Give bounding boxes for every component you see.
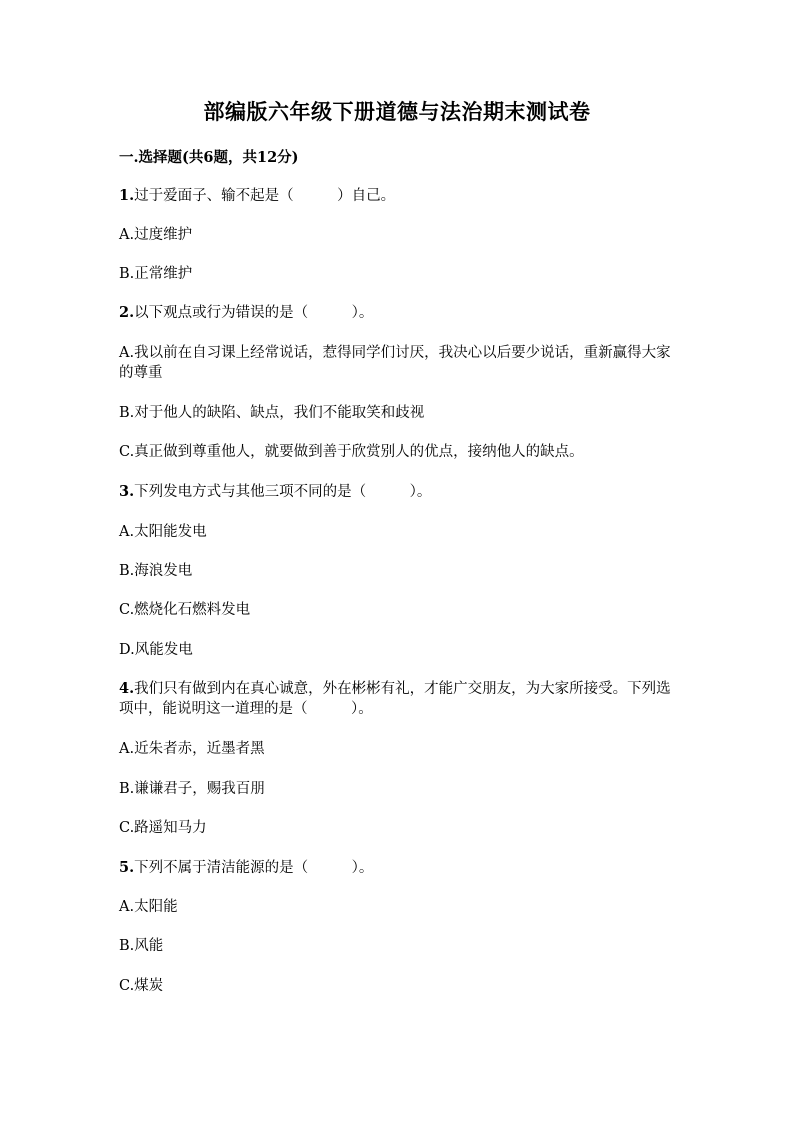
question-3 bbox=[119, 482, 675, 502]
question-2 bbox=[119, 303, 675, 323]
question-stem: 以下观点或行为错误的是（ ）。 bbox=[134, 305, 374, 321]
option-3-d: D.风能发电 bbox=[119, 642, 193, 658]
option-5-a: A.太阳能 bbox=[119, 899, 178, 915]
question-stem: 过于爱面子、输不起是（ ）自己。 bbox=[134, 188, 396, 204]
option-3-c: C.燃烧化石燃料发电 bbox=[119, 602, 251, 618]
option-4-c: C.路遥知马力 bbox=[119, 820, 207, 836]
question-1 bbox=[119, 186, 675, 206]
option-3-a: A.太阳能发电 bbox=[119, 524, 207, 540]
option-1-a: A.过度维护 bbox=[119, 227, 193, 243]
option-3-b: B.海浪发电 bbox=[119, 563, 193, 579]
question-stem: 下列发电方式与其他三项不同的是（ ）。 bbox=[134, 484, 432, 500]
question-stem: 下列不属于清洁能源的是（ ）。 bbox=[134, 860, 374, 876]
option-5-c: C.煤炭 bbox=[119, 978, 164, 994]
option-2-a: A.我以前在自习课上经常说话，惹得同学们讨厌，我决心以后要少说话，重新赢得大家的尊重 bbox=[119, 345, 671, 381]
question-4 bbox=[119, 679, 675, 719]
page-title: 部编版六年级下册道德与法治期末测试卷 bbox=[203, 99, 591, 124]
question-number: 5. bbox=[119, 859, 135, 876]
question-5 bbox=[119, 858, 675, 878]
option-1-b: B.正常维护 bbox=[119, 266, 193, 282]
option-2-b: B.对于他人的缺陷、缺点，我们不能取笑和歧视 bbox=[119, 405, 425, 421]
question-number: 4. bbox=[119, 680, 135, 697]
option-5-b: B.风能 bbox=[119, 938, 164, 954]
question-number: 2. bbox=[119, 304, 135, 321]
question-number: 3. bbox=[119, 483, 135, 500]
option-2-c: C.真正做到尊重他人，就要做到善于欣赏别人的优点，接纳他人的缺点。 bbox=[119, 444, 584, 460]
question-number: 1. bbox=[119, 187, 135, 204]
question-stem: 我们只有做到内在真心诚意，外在彬彬有礼，才能广交朋友，为大家所接受。下列选项中，能说明这一道理的是（ ）。 bbox=[119, 681, 671, 717]
section-heading: 一.选择题(共6题，共12分) bbox=[119, 149, 299, 166]
option-4-a: A.近朱者赤，近墨者黑 bbox=[119, 741, 265, 757]
option-4-b: B.谦谦君子，赐我百朋 bbox=[119, 781, 265, 797]
